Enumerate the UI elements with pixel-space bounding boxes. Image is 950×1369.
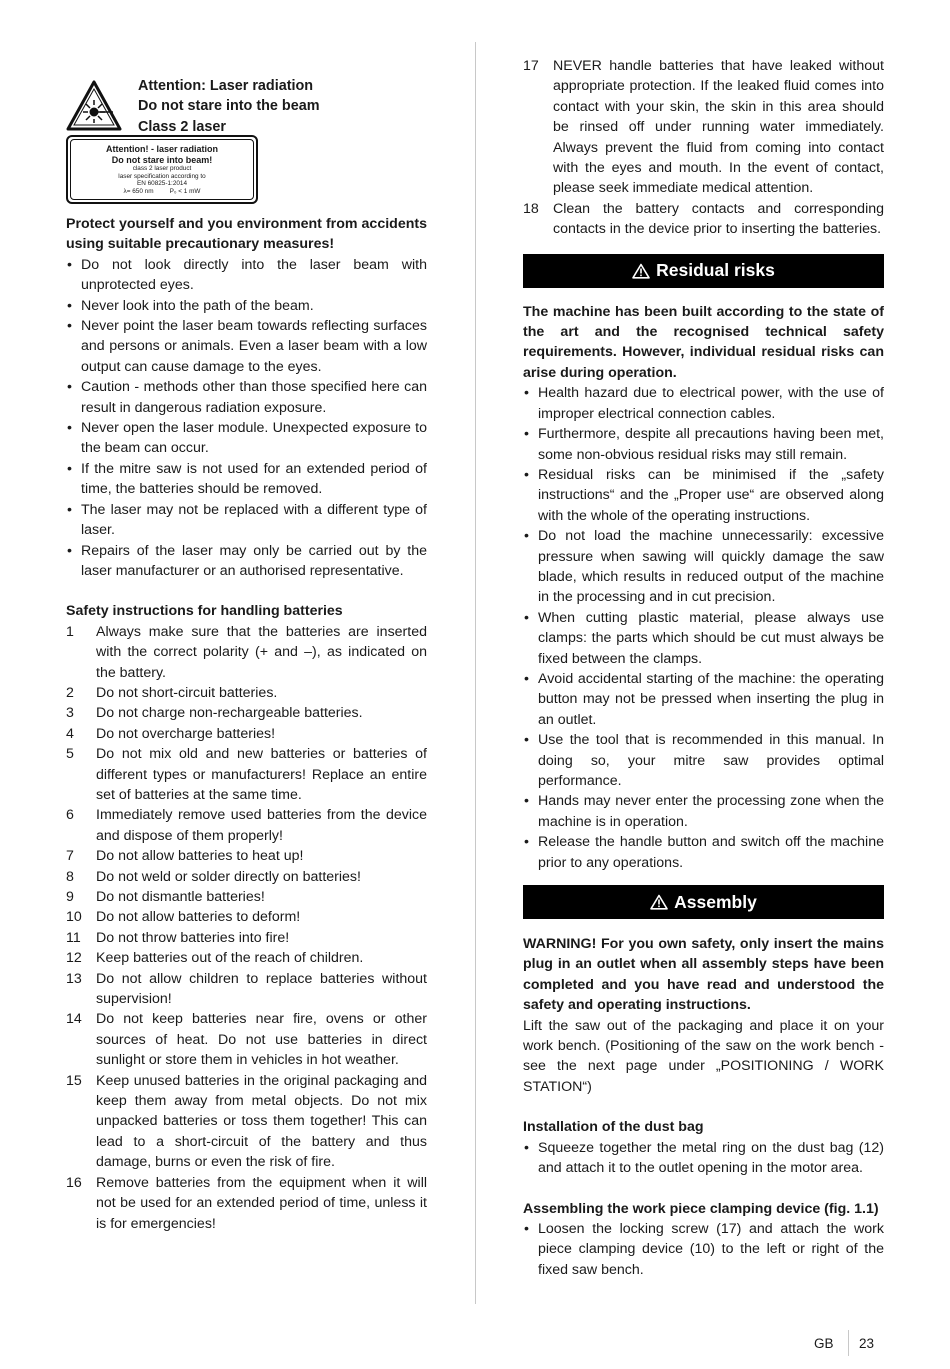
- list-item: • Residual risks can be minimised if the „safety instructions“ and the „Proper use“ are observed along with the whole of the operating instructions.: [523, 465, 884, 526]
- list-item: 15 Keep unused batteries in the original packaging and keep them away from metal objects. Do not mix unpacked batteries or toss them together! This can lead to a short-circuit of the battery and thus damage, burns or even the risk of fire.: [66, 1072, 427, 1171]
- battery-instructions-list: [66, 622, 427, 1234]
- list-item: • If the mitre saw is not used for an extended period of time, the batteries should be removed.: [66, 459, 427, 500]
- list-item: • Squeeze together the metal ring on the dust bag (12) and attach it to the outlet opening in the motor area.: [523, 1138, 884, 1179]
- right-column: [523, 56, 884, 1280]
- list-item: 17 NEVER handle batteries that have leaked without appropriate protection. If the leaked fluid comes into contact with your skin, the skin in this area should be rinsed off under running water immediately. Always prevent the fluid from coming into contact with the eyes and mouth. In the event of contact, please seek immediate medical attention.: [523, 58, 884, 197]
- laser-heading-line: Attention: Laser radiation: [138, 78, 314, 94]
- list-item: 12 Keep batteries out of the reach of children.: [66, 950, 364, 967]
- warning-triangle-icon: [650, 894, 668, 910]
- list-item: 8 Do not weld or solder directly on batteries!: [66, 868, 361, 885]
- list-item: 13 Do not allow children to replace batteries without supervision!: [66, 970, 427, 1008]
- residual-risks-title: Residual risks: [656, 260, 775, 281]
- laser-label-power: P₀ < 1 mW: [169, 187, 201, 195]
- language-code: GB: [814, 1336, 834, 1351]
- assembly-banner: [523, 885, 884, 919]
- dust-bag-heading: Installation of the dust bag: [523, 1119, 704, 1136]
- laser-warning-block: [66, 56, 427, 214]
- list-item: • Repairs of the laser may only be carried out by the laser manufacturer or an authorised representative.: [66, 541, 427, 582]
- list-item: 5 Do not mix old and new batteries or batteries of different types or manufacturers! Replace an entire set of batteries at the same time.: [66, 746, 427, 803]
- list-item: 11 Do not throw batteries into fire!: [66, 929, 290, 946]
- laser-heading: [138, 76, 320, 137]
- clamp-list: [523, 1219, 884, 1280]
- list-item: 1 Always make sure that the batteries are inserted with the correct polarity (+ and –), as indicated on the battery.: [66, 623, 427, 681]
- laser-label-line: Attention! - laser radiation: [105, 144, 218, 154]
- residual-risks-banner: [523, 254, 884, 288]
- list-item: • The laser may not be replaced with a different type of laser.: [66, 500, 427, 541]
- list-item: • Use the tool that is recommended in this manual. In doing so, your mitre saw provides optimal performance.: [523, 730, 884, 791]
- left-column: [66, 56, 427, 1234]
- list-item: 3 Do not charge non-rechargeable batteries.: [66, 705, 363, 722]
- footer-divider: [848, 1330, 849, 1356]
- protect-intro: Protect yourself and you environment from accidents using suitable precautionary measures!: [66, 216, 427, 253]
- list-item: • Avoid accidental starting of the machine: the operating button may not be pressed when inserting the plug in an outlet.: [523, 669, 884, 730]
- list-item: 6 Immediately remove used batteries from the device and dispose of them properly!: [66, 807, 427, 844]
- list-item: • Loosen the locking screw (17) and attach the work piece clamping device (10) to the left or right of the fixed saw bench.: [523, 1219, 884, 1280]
- residual-risks-list: [523, 383, 884, 873]
- laser-label-wavelength: λ= 650 nm: [123, 187, 154, 195]
- battery-instructions-list-continued: [523, 56, 884, 240]
- laser-heading-line: Class 2 laser: [138, 118, 227, 135]
- protect-bullet-list: [66, 255, 427, 582]
- list-item: 7 Do not allow batteries to heat up!: [66, 848, 304, 865]
- list-item: • Hands may never enter the processing zone when the machine is in operation.: [523, 791, 884, 832]
- battery-heading: Safety instructions for handling batteries: [66, 603, 343, 620]
- laser-label-sticker: [66, 135, 258, 204]
- list-item: • Release the handle button and switch off the machine prior to any operations.: [523, 832, 884, 873]
- page-number: 23: [859, 1336, 875, 1351]
- list-item: • Do not look directly into the laser beam with unprotected eyes.: [66, 255, 427, 296]
- list-item: 18 Clean the battery contacts and corresponding contacts in the device prior to inserting the batteries.: [523, 200, 884, 238]
- warning-triangle-icon: [632, 263, 650, 279]
- laser-warning-icon: [66, 80, 122, 132]
- list-item: 16 Remove batteries from the equipment when it will not be used for an extended period of time, unless it is for emergencies!: [66, 1174, 427, 1232]
- assembly-warning: WARNING! For you own safety, only insert the mains plug in an outlet when all assembly steps have been completed and you have read and understood the safety and operating instructions.: [523, 936, 884, 1014]
- assembly-title: Assembly: [674, 891, 757, 912]
- list-item: • Do not load the machine unnecessarily: excessive pressure when sawing will quickly damage the saw blade, which results in reduced output of the machine in the processing and in cut precision.: [523, 526, 884, 608]
- laser-label-line: EN 60825-1:2014: [136, 180, 188, 188]
- residual-intro: The machine has been built according to the state of the art and the recognised technical safety requirements. However, individual residual risks can arise during operation.: [523, 303, 884, 381]
- clamp-heading: Assembling the work piece clamping device (fig. 1.1): [523, 1200, 879, 1217]
- dust-bag-list: [523, 1138, 884, 1179]
- laser-label-line: Do not stare into beam!: [111, 154, 213, 165]
- list-item: • Caution - methods other than those specified here can result in dangerous radiation exposure.: [66, 377, 427, 418]
- page-footer: [0, 1334, 950, 1354]
- assembly-text: Lift the saw out of the packaging and place it on your work bench. (Positioning of the saw on the work bench - see the next page under „POSITIONING / WORK STATION“): [523, 1017, 884, 1095]
- list-item: • Furthermore, despite all precautions having been met, some non-obvious residual risks may still remain.: [523, 424, 884, 465]
- list-item: 10 Do not allow batteries to deform!: [66, 909, 301, 926]
- list-item: • When cutting plastic material, please always use clamps: the parts which should be cut must always be fixed between the clamps.: [523, 608, 884, 669]
- list-item: • Never look into the path of the beam.: [66, 296, 427, 316]
- list-item: 9 Do not dismantle batteries!: [66, 889, 265, 905]
- list-item: 14 Do not keep batteries near fire, ovens or other sources of heat. Do not use batteries in direct sunlight or store them in vehicles in hot weather.: [66, 1011, 427, 1069]
- column-divider: [475, 42, 476, 1304]
- list-item: • Health hazard due to electrical power, with the use of improper electrical connection cables.: [523, 383, 884, 424]
- laser-label-line: class 2 laser product: [132, 165, 192, 173]
- list-item: 4 Do not overcharge batteries!: [66, 725, 276, 742]
- list-item: 2 Do not short-circuit batteries.: [66, 684, 278, 701]
- list-item: • Never open the laser module. Unexpected exposure to the beam can occur.: [66, 418, 427, 459]
- laser-label-line: laser specification according to: [118, 172, 206, 180]
- list-item: • Never point the laser beam towards reflecting surfaces and persons or animals. Even a laser beam with a low output can cause damage to the eyes.: [66, 316, 427, 377]
- laser-heading-line: Do not stare into the beam: [138, 98, 320, 115]
